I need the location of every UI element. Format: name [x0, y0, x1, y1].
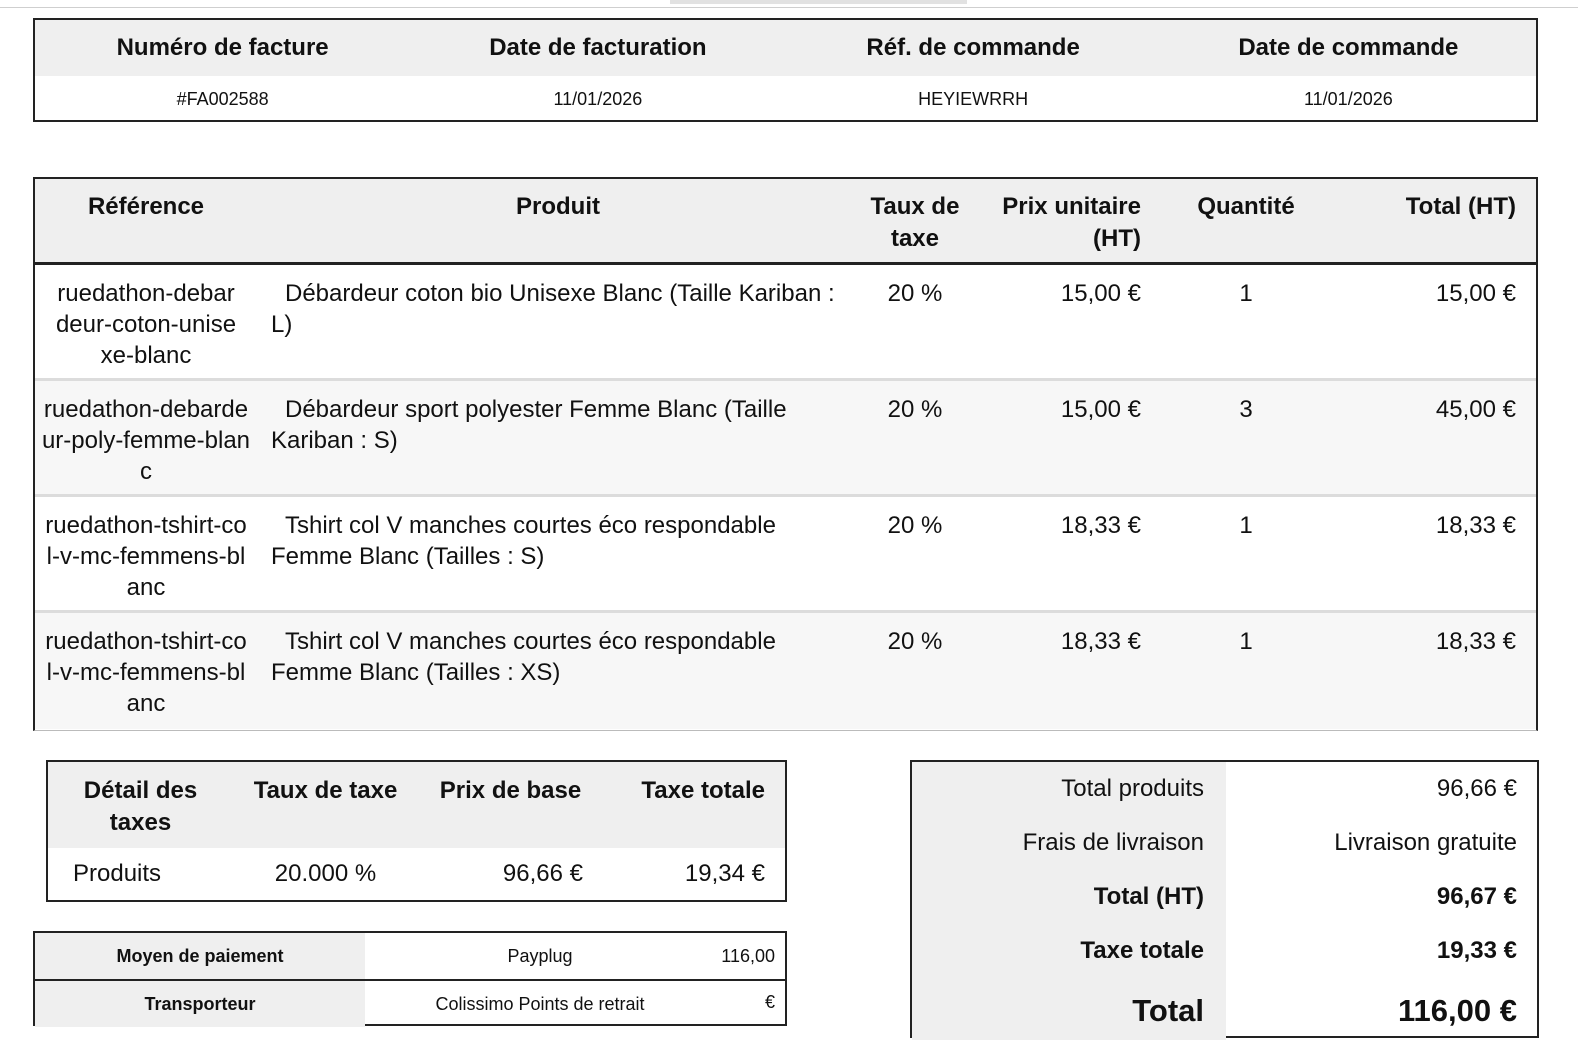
tax-detail-col-rate: Taux de taxe: [253, 777, 398, 804]
payment-method-amount: 116,00 €: [721, 946, 775, 1012]
row-total: 15,00 €: [1435, 280, 1516, 307]
tax-detail-rate: 20.000 %: [274, 860, 377, 887]
total-products-label: Total produits: [912, 762, 1226, 816]
table-row: [35, 613, 1536, 729]
row-unit-price: 15,00 €: [1060, 280, 1141, 307]
invoice-number-header: Numéro de facture: [35, 20, 410, 76]
totals-table: [910, 760, 1539, 1038]
tax-detail-row: [48, 848, 785, 900]
row-total: 18,33 €: [1435, 628, 1516, 655]
payment-method-label: Moyen de paiement: [35, 933, 365, 979]
totals-ht-row: [912, 870, 1537, 924]
table-row: [35, 381, 1536, 497]
row-quantity: 1: [1239, 280, 1253, 307]
row-quantity: 1: [1239, 512, 1253, 539]
invoice-info-header: [35, 20, 1536, 76]
col-reference: Référence: [87, 193, 205, 220]
tax-detail-label: Produits: [73, 860, 162, 887]
row-reference: ruedathon-debardeur-coton-unisexe-blanc: [55, 280, 237, 369]
shipping-label: Frais de livraison: [912, 816, 1226, 870]
products-table: [33, 177, 1538, 731]
order-ref-header: Réf. de commande: [786, 20, 1161, 76]
order-ref: HEYIEWRRH: [918, 89, 1029, 109]
row-tax-rate: 20 %: [887, 628, 943, 655]
invoice-date-header: Date de facturation: [410, 20, 785, 76]
total-ht-label: Total (HT): [912, 870, 1226, 924]
top-tab-indicator: [670, 0, 967, 4]
col-tax-rate: Taux de taxe: [870, 193, 960, 252]
row-tax-rate: 20 %: [887, 396, 943, 423]
row-total: 18,33 €: [1435, 512, 1516, 539]
row-reference: ruedathon-tshirt-col-v-mc-femmens-blanc: [45, 512, 247, 601]
table-row: [35, 497, 1536, 613]
totals-tax-row: [912, 924, 1537, 978]
invoice-info-values: [35, 76, 1536, 122]
products-header: [35, 179, 1536, 265]
tax-detail-col-base: Prix de base: [439, 777, 582, 804]
row-product: Tshirt col V manches courtes éco respondable Femme Blanc (Tailles : XS): [271, 628, 776, 686]
payment-table: [33, 931, 787, 1026]
grand-total-row: [912, 978, 1537, 1040]
row-total: 45,00 €: [1435, 396, 1516, 423]
row-quantity: 1: [1239, 628, 1253, 655]
row-product: Débardeur coton bio Unisexe Blanc (Taille Kariban : L): [271, 280, 835, 338]
col-unit-price: Prix unitaire (HT): [1002, 193, 1141, 252]
totals-products-row: [912, 762, 1537, 816]
row-tax-rate: 20 %: [887, 280, 943, 307]
shipping-value: Livraison gratuite: [1334, 829, 1517, 856]
total-tax-value: 19,33 €: [1436, 937, 1517, 964]
totals-shipping-row: [912, 816, 1537, 870]
carrier-row: [35, 981, 785, 1027]
row-product: Débardeur sport polyester Femme Blanc (Taille Kariban : S): [271, 396, 787, 454]
carrier-value: Colissimo Points de retrait: [435, 994, 645, 1014]
total-tax-label: Taxe totale: [912, 924, 1226, 978]
tax-detail-col-total: Taxe totale: [641, 777, 765, 804]
row-unit-price: 18,33 €: [1060, 628, 1141, 655]
row-reference: ruedathon-tshirt-col-v-mc-femmens-blanc: [45, 628, 247, 717]
order-date: 11/01/2026: [1303, 89, 1393, 109]
total-ht-value: 96,67 €: [1436, 883, 1517, 910]
invoice-info-table: [33, 18, 1538, 122]
invoice-date: 11/01/2026: [553, 89, 643, 109]
col-product: Produit: [516, 193, 600, 220]
tax-detail-table: [46, 760, 787, 902]
row-quantity: 3: [1239, 396, 1253, 423]
total-products-value: 96,66 €: [1436, 775, 1517, 802]
row-reference: ruedathon-debardeur-poly-femme-blanc: [41, 396, 251, 485]
col-total: Total (HT): [1405, 193, 1516, 220]
row-product: Tshirt col V manches courtes éco respondable Femme Blanc (Tailles : S): [271, 512, 776, 570]
tax-detail-base: 96,66 €: [502, 860, 583, 887]
tax-detail-header: [48, 762, 785, 848]
row-unit-price: 15,00 €: [1060, 396, 1141, 423]
grand-total-value: 116,00 €: [1398, 993, 1517, 1028]
order-date-header: Date de commande: [1161, 20, 1536, 76]
top-divider: [0, 7, 1578, 8]
payment-method-value: Payplug: [507, 946, 573, 966]
grand-total-label: Total: [912, 978, 1226, 1040]
row-unit-price: 18,33 €: [1060, 512, 1141, 539]
carrier-label: Transporteur: [35, 981, 365, 1027]
col-quantity: Quantité: [1197, 193, 1295, 220]
row-tax-rate: 20 %: [887, 512, 943, 539]
tax-detail-col-detail: Détail des taxes: [83, 777, 198, 836]
invoice-number: #FA002588: [176, 89, 269, 109]
tax-detail-total: 19,34 €: [684, 860, 765, 887]
table-row: [35, 265, 1536, 381]
